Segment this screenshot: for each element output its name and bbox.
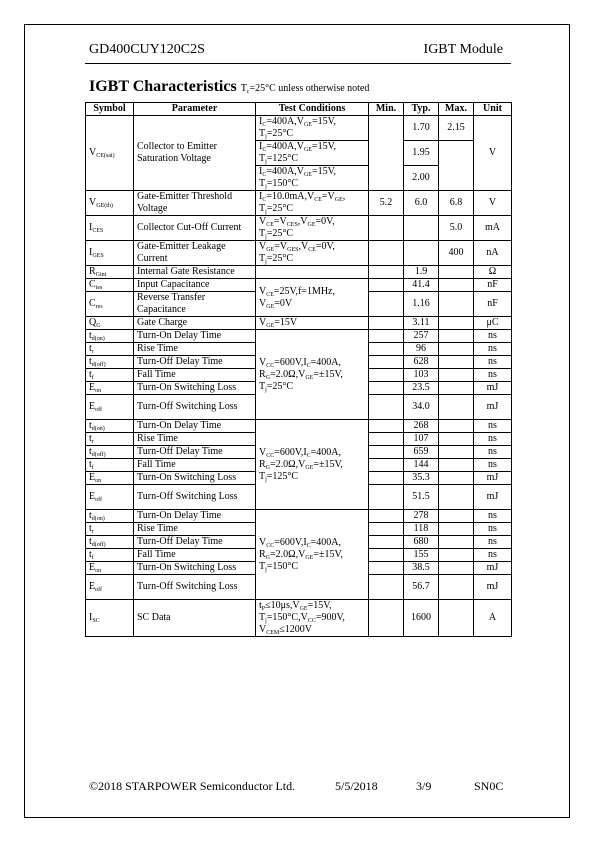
table-row xyxy=(86,241,512,266)
unit-cell: V xyxy=(474,116,512,191)
table-row xyxy=(86,266,512,279)
symbol-cell: $I_{CES}$ xyxy=(86,216,134,241)
condition-cell: $V_{CE}=25V,f=1MHz$, $V_{GE}=0V$ xyxy=(256,279,369,317)
min-cell xyxy=(369,446,404,459)
parameter-cell: Fall Time xyxy=(134,549,256,562)
typ-cell xyxy=(404,216,439,241)
min-cell xyxy=(369,343,404,356)
unit-cell: μC xyxy=(474,317,512,330)
table-row xyxy=(86,510,512,523)
max-cell xyxy=(439,141,474,191)
table-row xyxy=(86,216,512,241)
unit-cell: V xyxy=(474,191,512,216)
parameter-cell: Input Capacitance xyxy=(134,279,256,292)
typ-cell: 1.70 xyxy=(404,116,439,141)
symbol-cell: $I_{SC}$ xyxy=(86,600,134,637)
max-cell xyxy=(439,446,474,459)
unit-cell: nA xyxy=(474,241,512,266)
max-cell xyxy=(439,575,474,600)
table-row xyxy=(86,317,512,330)
min-cell xyxy=(369,317,404,330)
symbol-cell: $t_f$ xyxy=(86,549,134,562)
symbol-cell: $E_{off}$ xyxy=(86,575,134,600)
max-cell: 5.0 xyxy=(439,216,474,241)
parameter-cell: Turn-On Switching Loss xyxy=(134,382,256,395)
typ-cell: 1.95 xyxy=(404,141,439,166)
table-row xyxy=(86,600,512,637)
parameter-cell: Turn-Off Switching Loss xyxy=(134,395,256,420)
min-cell xyxy=(369,510,404,523)
unit-cell: ns xyxy=(474,523,512,536)
unit-cell: mJ xyxy=(474,395,512,420)
max-cell xyxy=(439,330,474,343)
max-cell xyxy=(439,292,474,317)
max-cell xyxy=(439,549,474,562)
unit-cell: ns xyxy=(474,330,512,343)
section-condition: $T_c=25^\circ C$ unless otherwise noted xyxy=(240,83,370,95)
unit-cell: mJ xyxy=(474,472,512,485)
symbol-cell: $E_{on}$ xyxy=(86,382,134,395)
parameter-cell: SC Data xyxy=(134,600,256,637)
col-unit: Unit xyxy=(474,103,512,116)
parameter-cell: Turn-Off Delay Time xyxy=(134,536,256,549)
min-cell xyxy=(369,523,404,536)
igbt-characteristics-table xyxy=(85,102,512,637)
symbol-cell: $E_{off}$ xyxy=(86,395,134,420)
max-cell: 400 xyxy=(439,241,474,266)
min-cell xyxy=(369,292,404,317)
parameter-cell: Turn-On Delay Time xyxy=(134,510,256,523)
parameter-cell: Turn-On Switching Loss xyxy=(134,472,256,485)
unit-cell: mJ xyxy=(474,562,512,575)
table-body xyxy=(86,116,512,330)
unit-cell: mJ xyxy=(474,485,512,510)
symbol-cell: $t_{d(on)}$ xyxy=(86,330,134,343)
typ-cell: 144 xyxy=(404,459,439,472)
symbol-cell: $C_{res}$ xyxy=(86,292,134,317)
typ-cell: 41.4 xyxy=(404,279,439,292)
max-cell xyxy=(439,523,474,536)
max-cell xyxy=(439,369,474,382)
min-cell xyxy=(369,562,404,575)
header-divider xyxy=(85,63,511,64)
max-cell xyxy=(439,395,474,420)
min-cell xyxy=(369,266,404,279)
unit-cell: ns xyxy=(474,420,512,433)
min-cell xyxy=(369,116,404,191)
symbol-cell: $E_{on}$ xyxy=(86,562,134,575)
typ-cell: 1600 xyxy=(404,600,439,637)
sc-section xyxy=(86,600,512,637)
condition-cell: $I_C=400A,V_{GE}=15V$, $T_j=150^\circ C$ xyxy=(256,166,369,191)
min-cell xyxy=(369,459,404,472)
part-number: GD400CUY120C2S xyxy=(89,42,205,57)
min-cell xyxy=(369,549,404,562)
section-heading: IGBT Characteristics xyxy=(89,78,237,95)
condition-cell: $V_{GE}=15V$ xyxy=(256,317,369,330)
table-header-row xyxy=(86,103,512,116)
unit-cell: ns xyxy=(474,433,512,446)
col-test-conditions: Test Conditions xyxy=(256,103,369,116)
min-cell xyxy=(369,369,404,382)
table-row xyxy=(86,330,512,343)
typ-cell: 34.0 xyxy=(404,395,439,420)
max-cell xyxy=(439,279,474,292)
condition-cell: $V_{CC}=600V,I_C=400A$, $R_G=2.0\Omega,V_{GE}=\pm 15V$, $T_j=150^\circ C$ xyxy=(256,510,369,600)
typ-cell: 2.00 xyxy=(404,166,439,191)
typ-cell: 680 xyxy=(404,536,439,549)
symbol-cell: $V_{CE(sat)}$ xyxy=(86,116,134,191)
symbol-cell: $t_{d(off)}$ xyxy=(86,446,134,459)
symbol-cell: $R_{Gint}$ xyxy=(86,266,134,279)
min-cell xyxy=(369,330,404,343)
parameter-cell: Turn-Off Switching Loss xyxy=(134,575,256,600)
unit-cell: ns xyxy=(474,343,512,356)
condition-cell xyxy=(256,266,369,279)
max-cell xyxy=(439,600,474,637)
symbol-cell: $Q_G$ xyxy=(86,317,134,330)
symbol-cell: $t_{d(on)}$ xyxy=(86,510,134,523)
min-cell xyxy=(369,382,404,395)
min-cell xyxy=(369,575,404,600)
typ-cell xyxy=(404,241,439,266)
parameter-cell: Fall Time xyxy=(134,459,256,472)
unit-cell: ns xyxy=(474,510,512,523)
symbol-cell: $t_{d(off)}$ xyxy=(86,356,134,369)
symbol-cell: $t_f$ xyxy=(86,459,134,472)
typ-cell: 38.5 xyxy=(404,562,439,575)
condition-cell: $V_{CE}=V_{CES},V_{GE}=0V$, $T_j=25^\circ C$ xyxy=(256,216,369,241)
max-cell xyxy=(439,510,474,523)
condition-cell: $V_{CC}=600V,I_C=400A$, $R_G=2.0\Omega,V_{GE}=\pm 15V$, $T_j=125^\circ C$ xyxy=(256,420,369,510)
symbol-cell: $t_r$ xyxy=(86,523,134,536)
parameter-cell: Collector Cut-Off Current xyxy=(134,216,256,241)
min-cell xyxy=(369,472,404,485)
footer-page-number: 3/9 xyxy=(416,779,432,793)
min-cell xyxy=(369,485,404,510)
col-max: Max. xyxy=(439,103,474,116)
unit-cell: Ω xyxy=(474,266,512,279)
unit-cell: ns xyxy=(474,549,512,562)
symbol-cell: $V_{GE(th)}$ xyxy=(86,191,134,216)
typ-cell: 118 xyxy=(404,523,439,536)
typ-cell: 155 xyxy=(404,549,439,562)
typ-cell: 268 xyxy=(404,420,439,433)
switching-section xyxy=(86,330,512,600)
symbol-cell: $t_{d(off)}$ xyxy=(86,536,134,549)
max-cell xyxy=(439,485,474,510)
parameter-cell: Rise Time xyxy=(134,433,256,446)
symbol-cell: $I_{GES}$ xyxy=(86,241,134,266)
max-cell xyxy=(439,562,474,575)
col-min: Min. xyxy=(369,103,404,116)
col-parameter: Parameter xyxy=(134,103,256,116)
parameter-cell: Rise Time xyxy=(134,523,256,536)
max-cell xyxy=(439,459,474,472)
symbol-cell: $E_{on}$ xyxy=(86,472,134,485)
typ-cell: 103 xyxy=(404,369,439,382)
unit-cell: ns xyxy=(474,369,512,382)
parameter-cell: Gate-Emitter Threshold Voltage xyxy=(134,191,256,216)
table-row xyxy=(86,191,512,216)
condition-cell: $I_C=400A,V_{GE}=15V$, $T_j=25^\circ C$ xyxy=(256,116,369,141)
parameter-cell: Gate-Emitter Leakage Current xyxy=(134,241,256,266)
max-cell: 2.15 xyxy=(439,116,474,141)
max-cell xyxy=(439,420,474,433)
parameter-cell: Turn-Off Delay Time xyxy=(134,446,256,459)
condition-cell: $I_C=400A,V_{GE}=15V$, $T_j=125^\circ C$ xyxy=(256,141,369,166)
min-cell xyxy=(369,600,404,637)
product-type: IGBT Module xyxy=(423,42,503,57)
parameter-cell: Turn-Off Delay Time xyxy=(134,356,256,369)
parameter-cell: Turn-Off Switching Loss xyxy=(134,485,256,510)
typ-cell: 107 xyxy=(404,433,439,446)
footer-copyright: ©2018 STARPOWER Semiconductor Ltd. xyxy=(89,779,296,793)
parameter-cell: Gate Charge xyxy=(134,317,256,330)
max-cell xyxy=(439,356,474,369)
symbol-cell: $t_r$ xyxy=(86,433,134,446)
unit-cell: A xyxy=(474,600,512,637)
parameter-cell: Turn-On Switching Loss xyxy=(134,562,256,575)
col-typ: Typ. xyxy=(404,103,439,116)
condition-cell: $I_C=10.0mA,V_{CE}=V_{GE}$, $T_j=25^\circ C$ xyxy=(256,191,369,216)
symbol-cell: $t_f$ xyxy=(86,369,134,382)
unit-cell: nF xyxy=(474,292,512,317)
footer-date: 5/5/2018 xyxy=(335,779,378,793)
max-cell xyxy=(439,343,474,356)
unit-cell: ns xyxy=(474,446,512,459)
parameter-cell: Fall Time xyxy=(134,369,256,382)
max-cell xyxy=(439,266,474,279)
min-cell xyxy=(369,241,404,266)
symbol-cell: $t_{d(on)}$ xyxy=(86,420,134,433)
typ-cell: 628 xyxy=(404,356,439,369)
parameter-cell: Turn-On Delay Time xyxy=(134,420,256,433)
unit-cell: mJ xyxy=(474,382,512,395)
typ-cell: 3.11 xyxy=(404,317,439,330)
typ-cell: 23.5 xyxy=(404,382,439,395)
parameter-cell: Collector to Emitter Saturation Voltage xyxy=(134,116,256,191)
min-cell xyxy=(369,536,404,549)
symbol-cell: $E_{off}$ xyxy=(86,485,134,510)
typ-cell: 96 xyxy=(404,343,439,356)
min-cell xyxy=(369,395,404,420)
max-cell: 6.8 xyxy=(439,191,474,216)
min-cell xyxy=(369,216,404,241)
typ-cell: 56.7 xyxy=(404,575,439,600)
symbol-cell: $C_{ies}$ xyxy=(86,279,134,292)
typ-cell: 1.9 xyxy=(404,266,439,279)
unit-cell: ns xyxy=(474,536,512,549)
condition-cell: $V_{CC}=600V,I_C=400A$, $R_G=2.0\Omega,V_{GE}=\pm 15V$, $T_j=25^\circ C$ xyxy=(256,330,369,420)
symbol-cell: $t_r$ xyxy=(86,343,134,356)
typ-cell: 6.0 xyxy=(404,191,439,216)
parameter-cell: Reverse Transfer Capacitance xyxy=(134,292,256,317)
max-cell xyxy=(439,317,474,330)
parameter-cell: Turn-On Delay Time xyxy=(134,330,256,343)
max-cell xyxy=(439,536,474,549)
min-cell xyxy=(369,433,404,446)
footer-revision: SN0C xyxy=(474,779,504,793)
typ-cell: 278 xyxy=(404,510,439,523)
max-cell xyxy=(439,382,474,395)
table-row xyxy=(86,279,512,292)
condition-cell: $V_{GE}=V_{GES},V_{CE}=0V$, $T_j=25^\circ C$ xyxy=(256,241,369,266)
unit-cell: nF xyxy=(474,279,512,292)
typ-cell: 51.5 xyxy=(404,485,439,510)
max-cell xyxy=(439,472,474,485)
max-cell xyxy=(439,433,474,446)
table-row xyxy=(86,116,512,141)
table-row xyxy=(86,420,512,433)
parameter-cell: Internal Gate Resistance xyxy=(134,266,256,279)
condition-cell: $t_P\le 10\mu s,V_{GE}=15V$, $T_j=150^\circ C,V_{CC}=900V$, $V_{CEM}\le 1200V$ xyxy=(256,600,369,637)
unit-cell: mJ xyxy=(474,575,512,600)
min-cell xyxy=(369,279,404,292)
typ-cell: 659 xyxy=(404,446,439,459)
unit-cell: ns xyxy=(474,356,512,369)
min-cell xyxy=(369,420,404,433)
typ-cell: 1.16 xyxy=(404,292,439,317)
min-cell xyxy=(369,356,404,369)
parameter-cell: Rise Time xyxy=(134,343,256,356)
typ-cell: 35.3 xyxy=(404,472,439,485)
unit-cell: ns xyxy=(474,459,512,472)
col-symbol: Symbol xyxy=(86,103,134,116)
min-cell: 5.2 xyxy=(369,191,404,216)
unit-cell: mA xyxy=(474,216,512,241)
section-title xyxy=(89,78,369,96)
typ-cell: 257 xyxy=(404,330,439,343)
